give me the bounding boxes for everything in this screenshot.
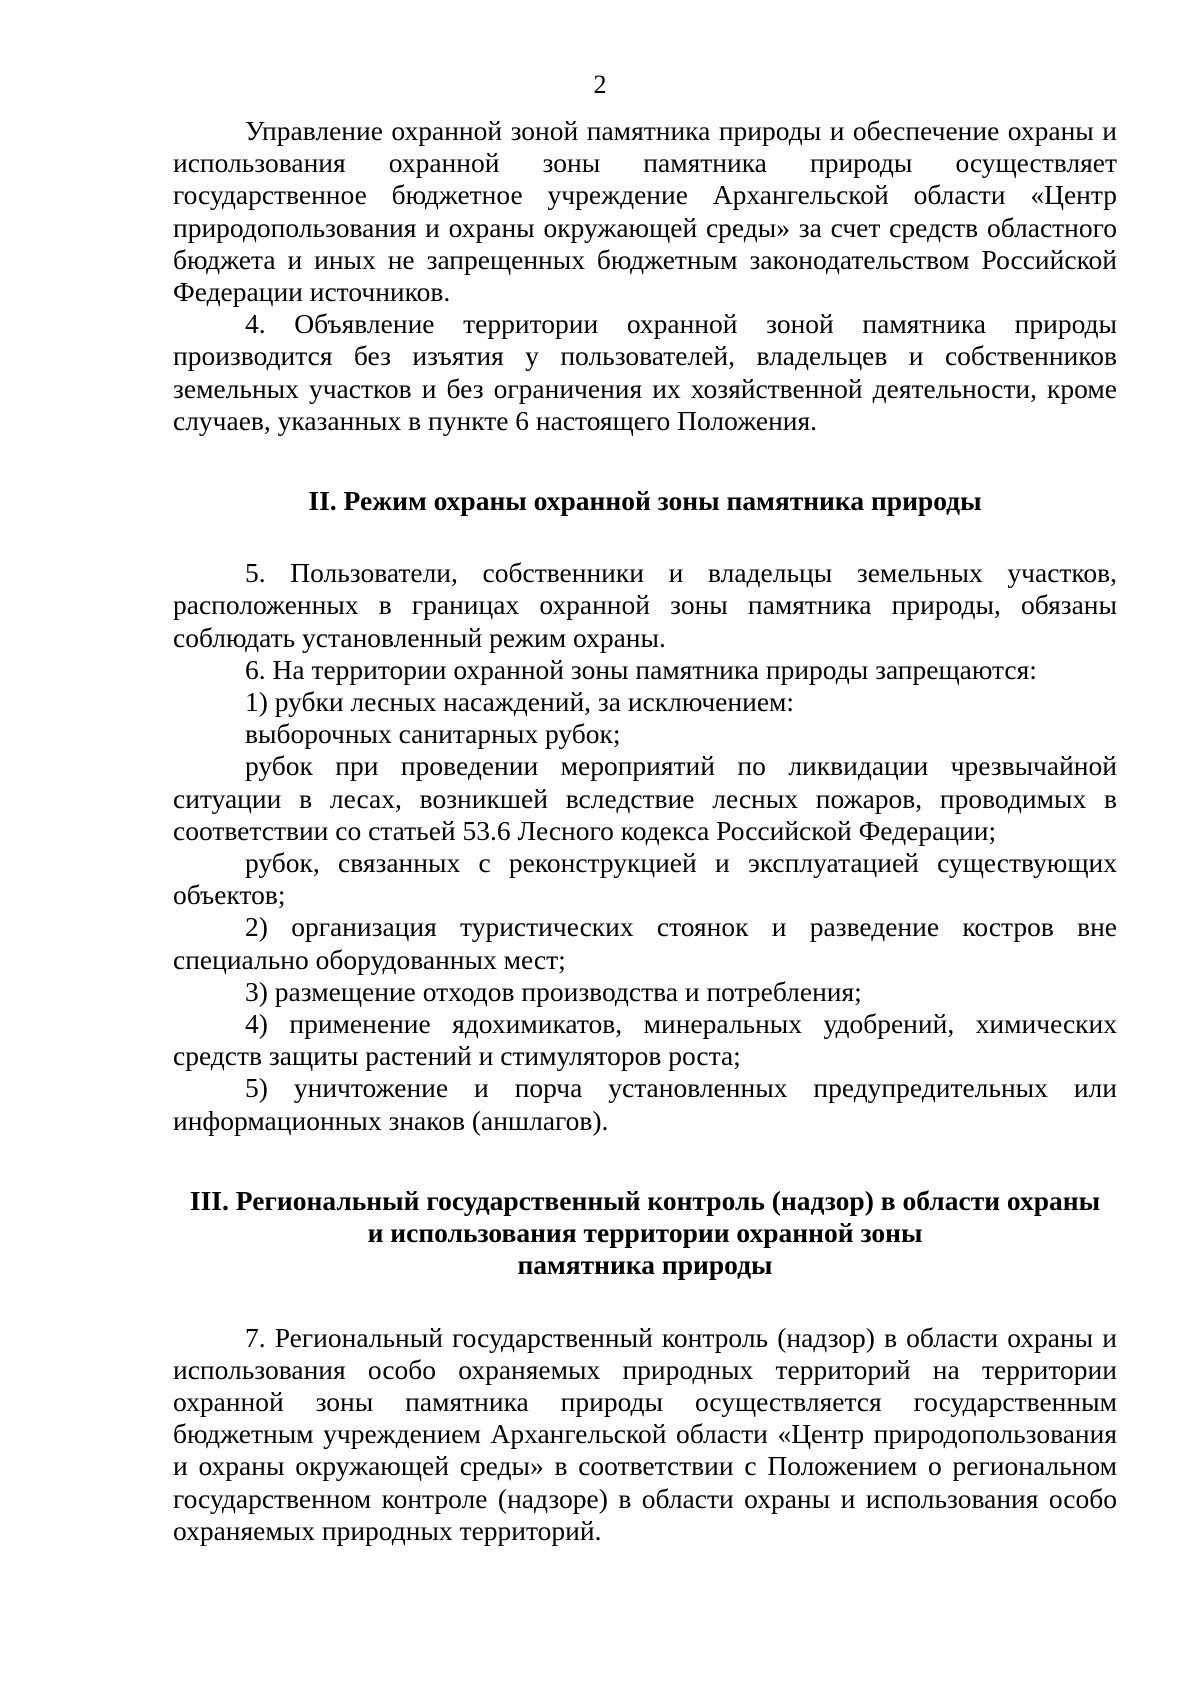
section-2-paragraph-4: выборочных санитарных рубок; <box>245 718 621 750</box>
spacer <box>173 437 1117 485</box>
section-2-paragraph-8: 3) размещение отходов производства и потребления; <box>245 975 862 1007</box>
section-2-paragraph-2: 6. На территории охранной зоны памятника природы запрещаются: <box>245 653 1037 685</box>
section-2-paragraph-3: 1) рубки лесных насаждений, за исключением: <box>245 686 795 718</box>
section-3-heading-line-2: и использования территории охранной зоны <box>367 1217 923 1249</box>
page-number: 2 <box>593 70 607 99</box>
section-3-heading-line-1: III. Региональный государственный контроль (надзор) в области охраны <box>189 1184 1101 1216</box>
section-3-heading <box>173 1185 1117 1282</box>
section-2-paragraph-6: рубок, связанных с реконструкцией и эксплуатацией существующих объектов; <box>173 847 1117 911</box>
section-2-heading: II. Режим охраны охранной зоны памятника природы <box>308 485 982 517</box>
section-3-paragraph-1: 7. Региональный государственный контроль (надзор) в области охраны и использования особо охраняемых природных территорий на территории охранной зоны памятника природы осуществляется государственным бюджетным учреждением Архангельской области «Центр природопользования и охраны окружающей среды» в соответствии с Положением о региональном государственном контроле (надзоре) в области охраны и использования особо охраняемых природных территорий. <box>173 1321 1117 1546</box>
document-body <box>173 115 1117 1547</box>
spacer <box>173 1137 1117 1185</box>
section-2-paragraph-9: 4) применение ядохимикатов, минеральных удобрений, химических средств защиты растений и стимуляторов роста; <box>173 1008 1117 1072</box>
section-3-heading-line-3: памятника природы <box>517 1249 773 1281</box>
spacer <box>173 1282 1117 1322</box>
spacer <box>173 517 1117 557</box>
section-2-paragraph-10: 5) уничтожение и порча установленных предупредительных или информационных знаков (аншлагов). <box>173 1072 1117 1136</box>
section-2-paragraph-1: 5. Пользователи, собственники и владельцы земельных участков, расположенных в границах охранной зоны памятника природы, обязаны соблюдать установленный режим охраны. <box>173 557 1117 653</box>
intro-paragraph-2: 4. Объявление территории охранной зоной памятника природы производится без изъятия у пользователей, владельцев и собственников земельных участков и без ограничения их хозяйственной деятельности, кроме случаев, указанных в пункте 6 настоящего Положения. <box>173 308 1117 436</box>
intro-paragraph-1: Управление охранной зоной памятника природы и обеспечение охраны и использования охранной зоны памятника природы осуществляет государственное бюджетное учреждение Архангельской области «Центр природопользования и охраны окружающей среды» за счет средств областного бюджета и иных не запрещенных бюджетным законодательством Российской Федерации источников. <box>173 115 1117 308</box>
section-2-paragraph-7: 2) организация туристических стоянок и разведение костров вне специально оборудованных мест; <box>173 911 1117 975</box>
section-2-paragraph-5: рубок при проведении мероприятий по ликвидации чрезвычайной ситуации в лесах, возникшей вследствие лесных пожаров, проводимых в соответствии со статьей 53.6 Лесного кодекса Российской Федерации; <box>173 750 1117 846</box>
